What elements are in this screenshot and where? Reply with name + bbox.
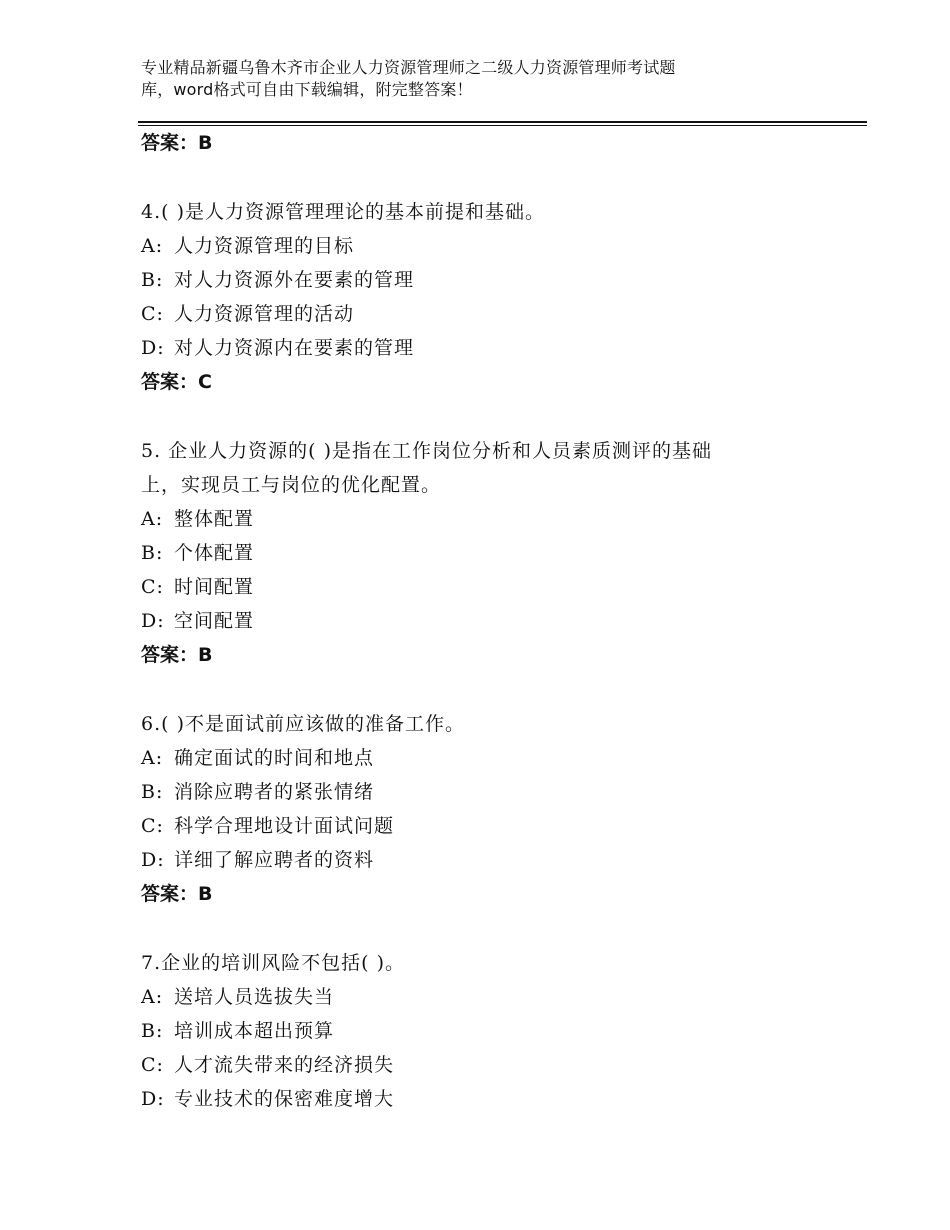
option-letter: C: — [141, 1054, 164, 1076]
option-d — [141, 843, 781, 877]
option-b — [141, 536, 781, 570]
answer-label: 答案：B — [141, 132, 213, 154]
option-b — [141, 1014, 781, 1048]
question-block — [141, 946, 781, 1116]
option-text: 详细了解应聘者的资料 — [174, 849, 375, 871]
option-text: 送培人员选拔失当 — [174, 986, 335, 1008]
option-d — [141, 331, 781, 365]
option-text: 对人力资源内在要素的管理 — [174, 337, 415, 359]
question-block — [141, 434, 781, 638]
option-letter: A: — [141, 986, 164, 1008]
option-c — [141, 809, 781, 843]
option-a — [141, 741, 781, 775]
option-text: 人力资源管理的目标 — [174, 235, 355, 257]
header-line: 库，word格式可自由下载编辑，附完整答案！ — [141, 80, 473, 99]
option-letter: D: — [141, 1088, 165, 1110]
answer-label: 答案：C — [141, 371, 212, 393]
option-letter: D: — [141, 610, 165, 632]
document-header — [141, 57, 781, 101]
option-text: 时间配置 — [174, 576, 255, 598]
header-line: 专业精品新疆乌鲁木齐市企业人力资源管理师之二级人力资源管理师考试题 — [141, 58, 676, 77]
option-text: 个体配置 — [174, 542, 255, 564]
option-c — [141, 297, 781, 331]
header-divider — [138, 121, 867, 123]
option-letter: C: — [141, 303, 164, 325]
question-text: 7.企业的培训风险不包括( )。 — [141, 952, 405, 974]
option-letter: B: — [141, 1020, 164, 1042]
option-letter: B: — [141, 269, 164, 291]
option-b — [141, 263, 781, 297]
option-text: 对人力资源外在要素的管理 — [174, 269, 415, 291]
option-text: 整体配置 — [174, 508, 255, 530]
option-d — [141, 1082, 781, 1116]
option-letter: B: — [141, 781, 164, 803]
question-block — [141, 195, 781, 365]
option-text: 消除应聘者的紧张情绪 — [174, 781, 375, 803]
question-text: 6.( )不是面试前应该做的准备工作。 — [141, 713, 465, 735]
option-letter: C: — [141, 576, 164, 598]
option-a — [141, 980, 781, 1014]
question-text: 5. 企业人力资源的( )是指在工作岗位分析和人员素质测评的基础 — [141, 440, 713, 462]
option-letter: C: — [141, 815, 164, 837]
option-c — [141, 570, 781, 604]
option-text: 确定面试的时间和地点 — [174, 747, 375, 769]
answer-label: 答案：B — [141, 883, 213, 905]
option-text: 人力资源管理的活动 — [174, 303, 355, 325]
option-b — [141, 775, 781, 809]
option-letter: B: — [141, 542, 164, 564]
option-a — [141, 502, 781, 536]
option-text: 专业技术的保密难度增大 — [174, 1088, 395, 1110]
option-c — [141, 1048, 781, 1082]
option-text: 空间配置 — [174, 610, 255, 632]
option-d — [141, 604, 781, 638]
header-divider — [138, 125, 867, 126]
question-text: 上，实现员工与岗位的优化配置。 — [141, 474, 442, 496]
question-text: 4.( )是人力资源管理理论的基本前提和基础。 — [141, 201, 545, 223]
option-letter: A: — [141, 235, 164, 257]
answer-label: 答案：B — [141, 644, 213, 666]
option-text: 人才流失带来的经济损失 — [174, 1054, 395, 1076]
option-a — [141, 229, 781, 263]
option-letter: A: — [141, 508, 164, 530]
question-block — [141, 707, 781, 877]
option-letter: D: — [141, 337, 165, 359]
option-text: 培训成本超出预算 — [174, 1020, 335, 1042]
option-letter: A: — [141, 747, 164, 769]
option-text: 科学合理地设计面试问题 — [174, 815, 395, 837]
option-letter: D: — [141, 849, 165, 871]
